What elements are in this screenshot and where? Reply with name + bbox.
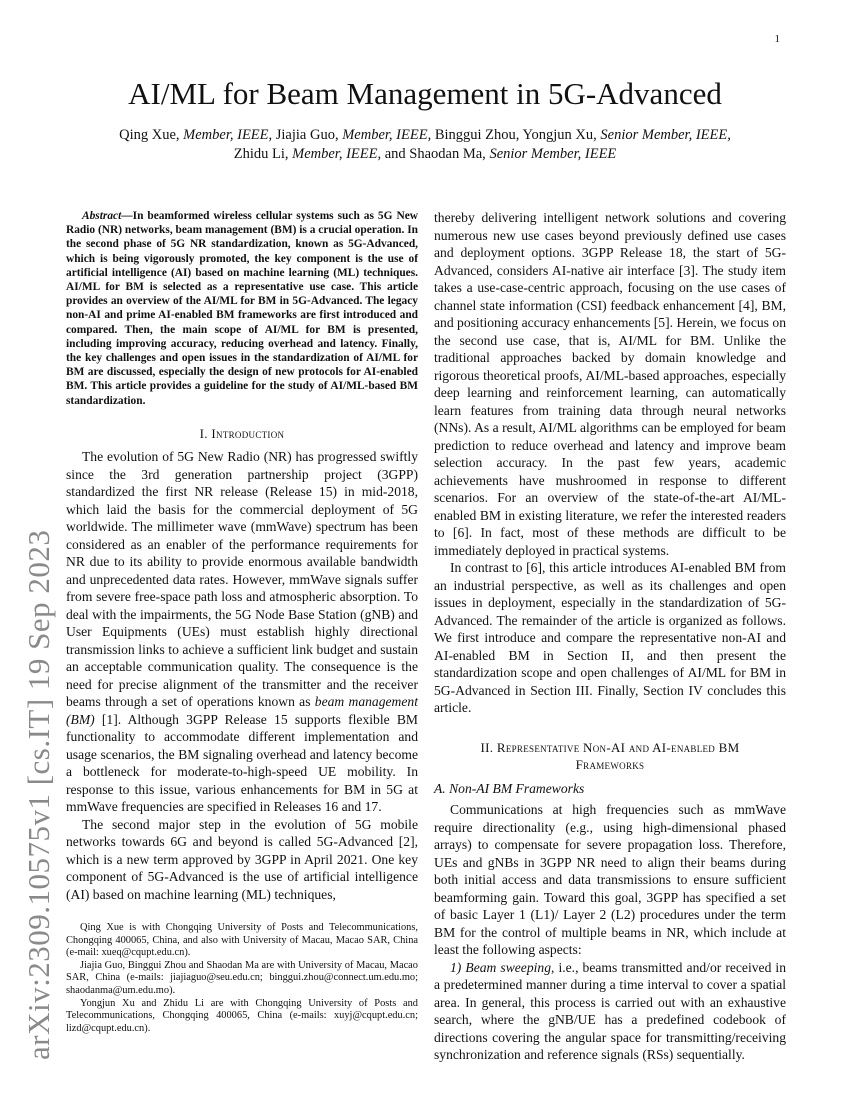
author-role: Senior Member, IEEE,	[600, 127, 731, 143]
right-column	[434, 209, 786, 1064]
author-name: Jiajia Guo,	[272, 127, 343, 143]
footnote-2: Jiajia Guo, Binggui Zhou and Shaodan Ma are with University of Macau, Macao SAR, China (e-mails: jiajiaguo@seu.edu.cn; binggui.zhou@connect.um.edu.mo; shaodanma@um.edu.mo).	[66, 959, 418, 996]
arxiv-stamp: arXiv:2309.10575v1 [cs.IT] 19 Sep 2023	[21, 529, 56, 1060]
text-run: [1]. Although 3GPP Release 15 supports flexible BM functionality to accommodate different implementation and usage scenarios, the BM signaling overhead and latency become a bottleneck for moderate-to-high-speed UE mobility. In response to this issue, various enhancements for BM in 5G at mmWave frequencies are specified in Releases 16 and 17.	[66, 711, 418, 815]
abstract-text: —In beamformed wireless cellular systems such as 5G New Radio (NR) networks, beam management (BM) is a crucial operation. In the second phase of 5G NR standardization, known as 5G-Advanced, which is being vigorously promoted, the key component is the use of artificial intelligence (AI) based on machine learning (ML) techniques. AI/ML for BM is selected as a representative use case. This article provides an overview of the AI/ML for BM in 5G-Advanced. The legacy non-AI and prime AI-enabled BM frameworks are first introduced and compared. Then, the main scope of AI/ML for BM is presented, including improving accuracy, reducing overhead and latency. Finally, the key challenges and open issues in the standardization of AI/ML for BM are discussed, especially the design of new protocols for AI-enabled BM. This article provides a guideline for the study of AI/ML-based BM standardization.	[66, 210, 418, 407]
section-heading-introduction	[66, 425, 418, 443]
author-name: and Shaodan Ma,	[381, 146, 490, 162]
frameworks-paragraph-2	[434, 959, 786, 1064]
author-list	[70, 126, 780, 164]
intro-paragraph-2: The second major step in the evolution of 5G mobile networks towards 6G and beyond is called 5G-Advanced [2], which is a new term approved by 3GPP in April 2021. One key component of 5G-Advanced is the use of artificial intelligence (AI) based on machine learning (ML) techniques,	[66, 816, 418, 902]
emphasis-text: beam management (BM)	[66, 694, 418, 727]
section-title: Representative Non-AI and AI-enabled BM	[496, 739, 740, 755]
intro-paragraph-1	[66, 448, 418, 816]
section-number: II.	[480, 739, 497, 755]
author-name: Qing Xue,	[119, 127, 184, 143]
section-title: Introduction	[211, 425, 285, 441]
abstract	[66, 209, 418, 408]
author-role: Senior Member, IEEE	[489, 146, 617, 162]
author-role: Member, IEEE,	[183, 127, 273, 143]
text-run: , i.e., beams transmitted and/or received in a predetermined manner during a time interval to cover a spatial area. In general, this process is carried out with an exhaustive search, where the gNB/UE has a predefined codebook of directions covering the angular space for transmitting/receiving synchronization and reference signals (RSs) sequentially.	[434, 959, 786, 1062]
subsection-heading-non-ai: A. Non-AI BM Frameworks	[434, 780, 585, 796]
section-heading-frameworks	[434, 739, 786, 774]
emphasis-text: 1) Beam sweeping	[450, 959, 551, 975]
section-title-continued: Frameworks	[575, 757, 645, 772]
author-name: Binggui Zhou, Yongjun Xu,	[431, 127, 601, 143]
text-run: The evolution of 5G New Radio (NR) has progressed swiftly since the 3rd generation partnership project (3GPP) standardized the first NR release (Release 15) in mid-2018, which laid the basis for the commercial deployment of 5G worldwide. The millimeter wave (mmWave) spectrum has been considered as an enabler of the performance requirements for NR due to its ability to provide enormous available bandwidth and unprecedented data rates. However, mmWave signals suffer from severe free-space path loss and atmospheric absorption. To deal with the impairments, the 5G Node Base Station (gNB) and User Equipments (UEs) must establish highly directional transmission links to achieve a sufficient link budget and sustain an acceptable communication quality. The consequence is the need for precise alignment of the transmitter and the receiver beams through a set of operations known as	[66, 449, 418, 710]
page-number: 1	[774, 33, 780, 45]
intro-paragraph-3: thereby delivering intelligent network solutions and covering numerous new use cases beyond previously defined use cases and deployment options. 3GPP Release 18, the start of 5G-Advanced, considers AI-native air interface [3]. The study item takes a use-case-centric approach, focusing on the use cases of channel state information (CSI) feedback enhancement [4], BM, and positioning accuracy enhancements [5]. Herein, we focus on the second use case, that is, AI/ML for BM. Unlike the traditional approaches backed by domain knowledge and rigorous theoretical proofs, AI/ML-based approaches, especially deep learning and reinforcement learning, can automatically learn features from training data through neural networks (NNs). As a result, AI/ML algorithms can be employed for beam prediction to reduce overhead and latency and improve beam selection accuracy. In the past few years, academic achievements have mushroomed in response to different scenarios. For an overview of the state-of-the-art AI/ML-enabled BM in existing literature, we refer the interested readers to [6]. In fact, most of these methods are difficult to be immediately deployed in practical systems.	[434, 210, 786, 558]
frameworks-paragraph-1: Communications at high frequencies such as mmWave require directionality (e.g., using high-dimensional phased arrays) to compensate for severe propagation loss. Therefore, UEs and gNBs in 3GPP NR need to align their beams during both initial access and data transmissions to ensure sufficient beamforming gain. Toward this goal, 3GPP has specified a set of basic Layer 1 (L1)/ Layer 2 (L2) procedures under the term BM for the control of multiple beams in NR, which include at least the following aspects:	[434, 802, 786, 957]
author-role: Member, IEEE,	[342, 127, 432, 143]
section-number: I.	[199, 425, 212, 441]
intro-paragraph-4: In contrast to [6], this article introduces AI-enabled BM from an industrial perspective, as well as its challenges and open issues in deployment, especially in the standardization of 5G-Advanced. The remainder of the article is organized as follows. We first introduce and compare the representative non-AI and AI-enabled BM in Section II, and then present the standardization scope and open challenges of AI/ML for BM in 5G-Advanced in Section III. Finally, Section IV concludes this article.	[434, 560, 786, 715]
author-line-2	[70, 145, 780, 164]
author-name: Zhidu Li,	[233, 146, 293, 162]
footnote-3: Yongjun Xu and Zhidu Li are with Chongqing University of Posts and Telecommunications, Chongqing 400065, China (e-mails: xuyj@cqupt.edu.cn; lizd@cqupt.edu.cn).	[66, 997, 418, 1034]
left-column	[66, 209, 418, 903]
abstract-label: Abstract	[82, 210, 122, 222]
footnote-1: Qing Xue is with Chongqing University of Posts and Telecommunications, Chongqing 400065, China, and also with University of Macau, Macao SAR, China (e-mail: xueq@cqupt.edu.cn).	[66, 922, 418, 959]
footnotes	[66, 922, 418, 1035]
author-role: Member, IEEE,	[292, 146, 382, 162]
author-line-1	[70, 126, 780, 145]
paper-title: AI/ML for Beam Management in 5G-Advanced	[128, 76, 722, 111]
